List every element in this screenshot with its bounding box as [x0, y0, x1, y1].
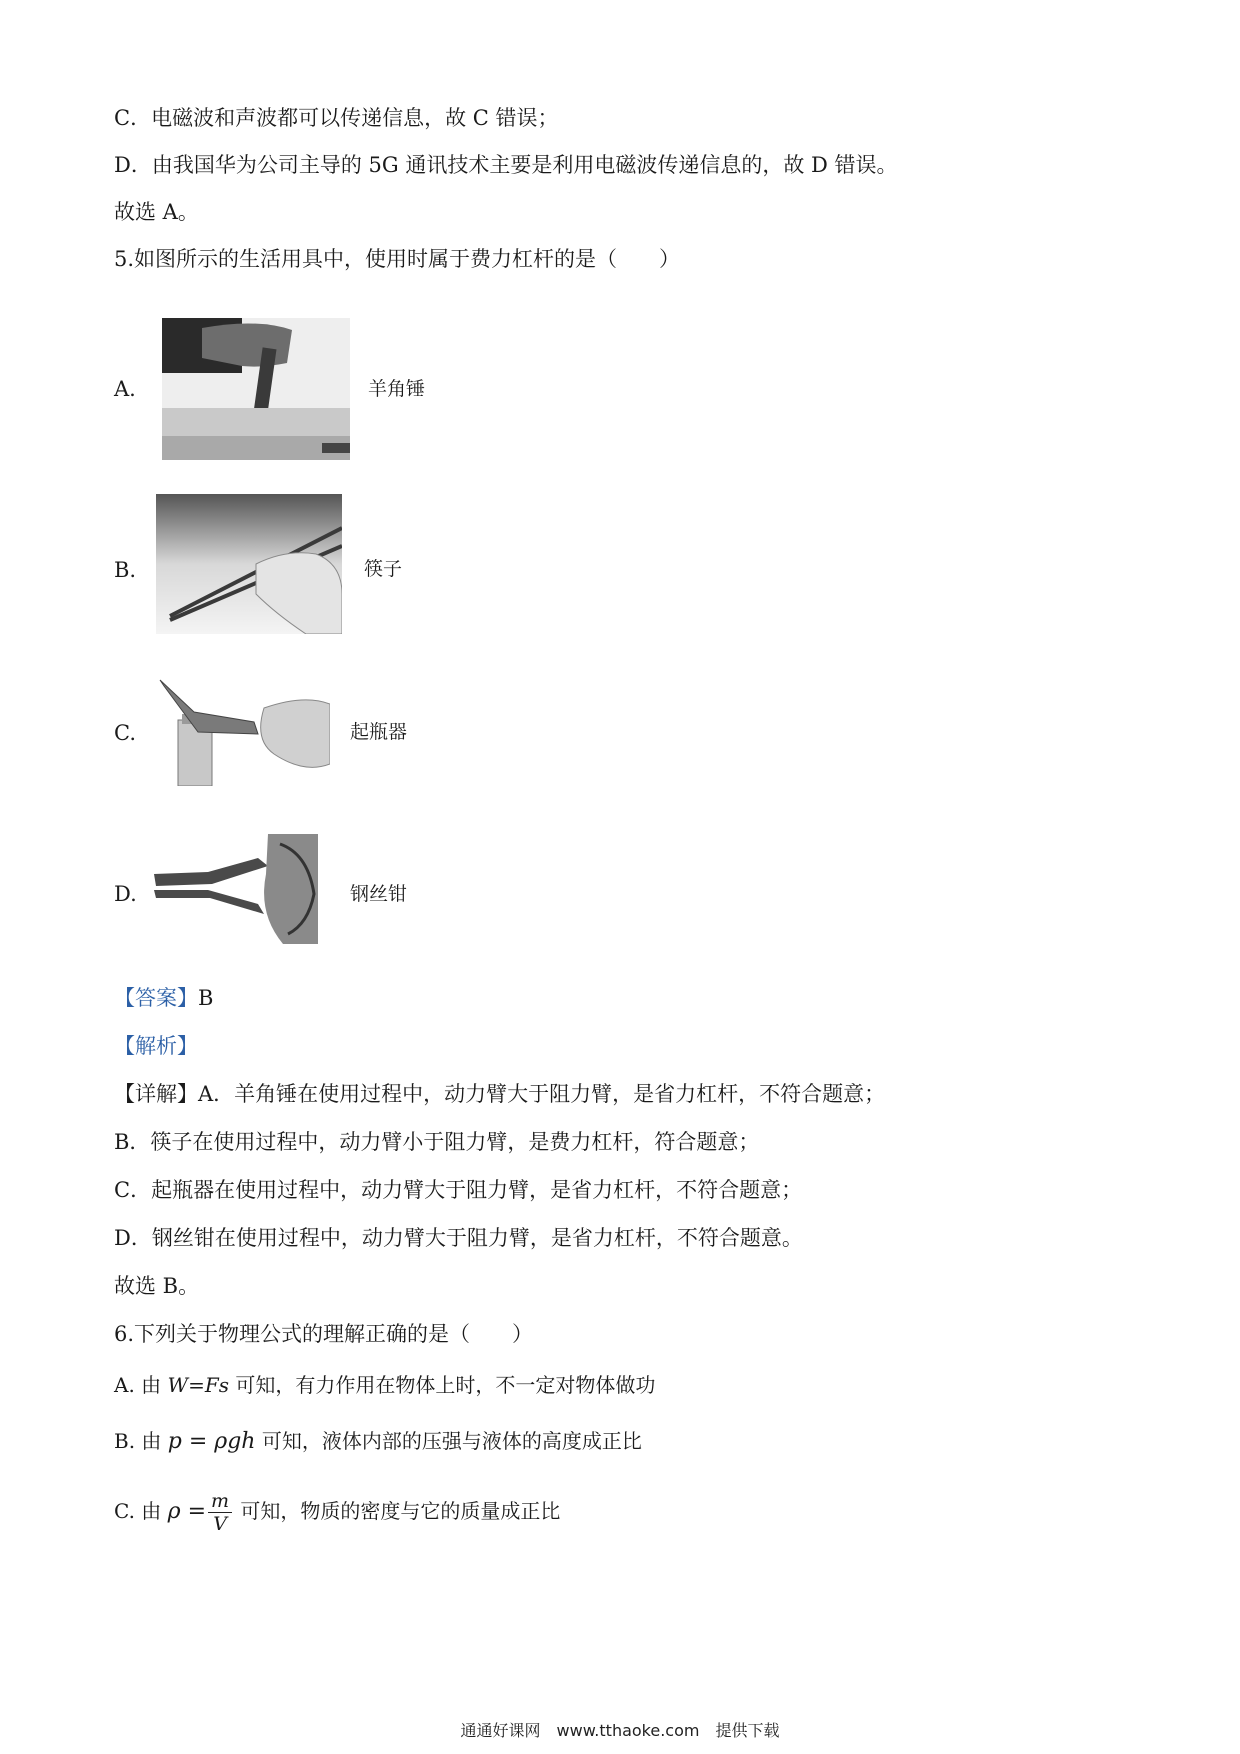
- q6-option-c-suffix: 可知，物质的密度与它的质量成正比: [234, 1499, 561, 1523]
- page-footer: 通通好课网 www.tthaoke.com 提供下载: [460, 1721, 780, 1740]
- q5-detail-b: B．筷子在使用过程中，动力臂小于阻力臂，是费力杠杆，符合题意；: [114, 1130, 760, 1154]
- detail-tag: 【详解】: [114, 1082, 198, 1106]
- q6-stem: 6.下列关于物理公式的理解正确的是（ ）: [114, 1322, 534, 1346]
- pliers-photo: [148, 834, 318, 944]
- q5-option-a-name: 羊角锤: [368, 378, 426, 400]
- q5-option-c-label: C.: [114, 721, 136, 745]
- fraction-denominator: V: [213, 1513, 227, 1535]
- q5-choice: 故选 B。: [114, 1274, 200, 1298]
- chopsticks-photo: [156, 494, 342, 634]
- density-fraction: [208, 1490, 232, 1535]
- q6-option-b-formula: p = ρgh: [167, 1429, 256, 1454]
- hammer-photo: [162, 318, 350, 460]
- q5-option-d-name: 钢丝钳: [350, 883, 408, 905]
- q6-option-b: [114, 1426, 642, 1457]
- q5-option-b-name: 筷子: [364, 558, 403, 580]
- q6-option-b-prefix: B. 由: [114, 1429, 168, 1453]
- q5-stem: 5.如图所示的生活用具中，使用时属于费力杠杆的是（ ）: [114, 247, 681, 271]
- q5-option-a-label: A.: [114, 377, 136, 401]
- analysis-tag: 【解析】: [114, 1034, 198, 1058]
- q6-option-a-suffix: 可知，有力作用在物体上时，不一定对物体做功: [228, 1373, 656, 1397]
- q6-option-a-prefix: A. 由: [114, 1373, 168, 1397]
- answer-value: B: [198, 986, 214, 1010]
- q6-option-c: [114, 1486, 560, 1537]
- prev-option-c-explain: C．电磁波和声波都可以传递信息，故 C 错误；: [114, 106, 559, 130]
- prev-option-d-explain: D．由我国华为公司主导的 5G 通讯技术主要是利用电磁波传递信息的，故 D 错误。: [114, 153, 898, 177]
- q6-option-b-suffix: 可知，液体内部的压强与液体的高度成正比: [255, 1429, 642, 1453]
- q5-detail-c: C．起瓶器在使用过程中，动力臂大于阻力臂，是省力杠杆，不符合题意；: [114, 1178, 803, 1202]
- q6-option-a: [114, 1370, 655, 1400]
- q5-detail-d: D．钢丝钳在使用过程中，动力臂大于阻力臂，是省力杠杆，不符合题意。: [114, 1226, 803, 1250]
- q5-option-d-label: D.: [114, 882, 137, 906]
- fraction-numerator: m: [208, 1490, 232, 1513]
- prev-choice: 故选 A。: [114, 200, 199, 224]
- q6-option-c-lhs: ρ =: [167, 1499, 207, 1524]
- q6-option-c-prefix: C. 由: [114, 1499, 168, 1523]
- bottle-opener-photo: [154, 674, 330, 786]
- q5-option-b-label: B.: [114, 558, 137, 582]
- q5-answer: [114, 983, 213, 1013]
- q5-option-c-name: 起瓶器: [350, 721, 408, 743]
- q6-option-a-formula: W=Fs: [167, 1373, 229, 1397]
- detail-a-text: A．羊角锤在使用过程中，动力臂大于阻力臂，是省力杠杆，不符合题意；: [198, 1082, 886, 1106]
- answer-tag: 【答案】: [114, 986, 198, 1010]
- q5-detail-a: [114, 1079, 885, 1109]
